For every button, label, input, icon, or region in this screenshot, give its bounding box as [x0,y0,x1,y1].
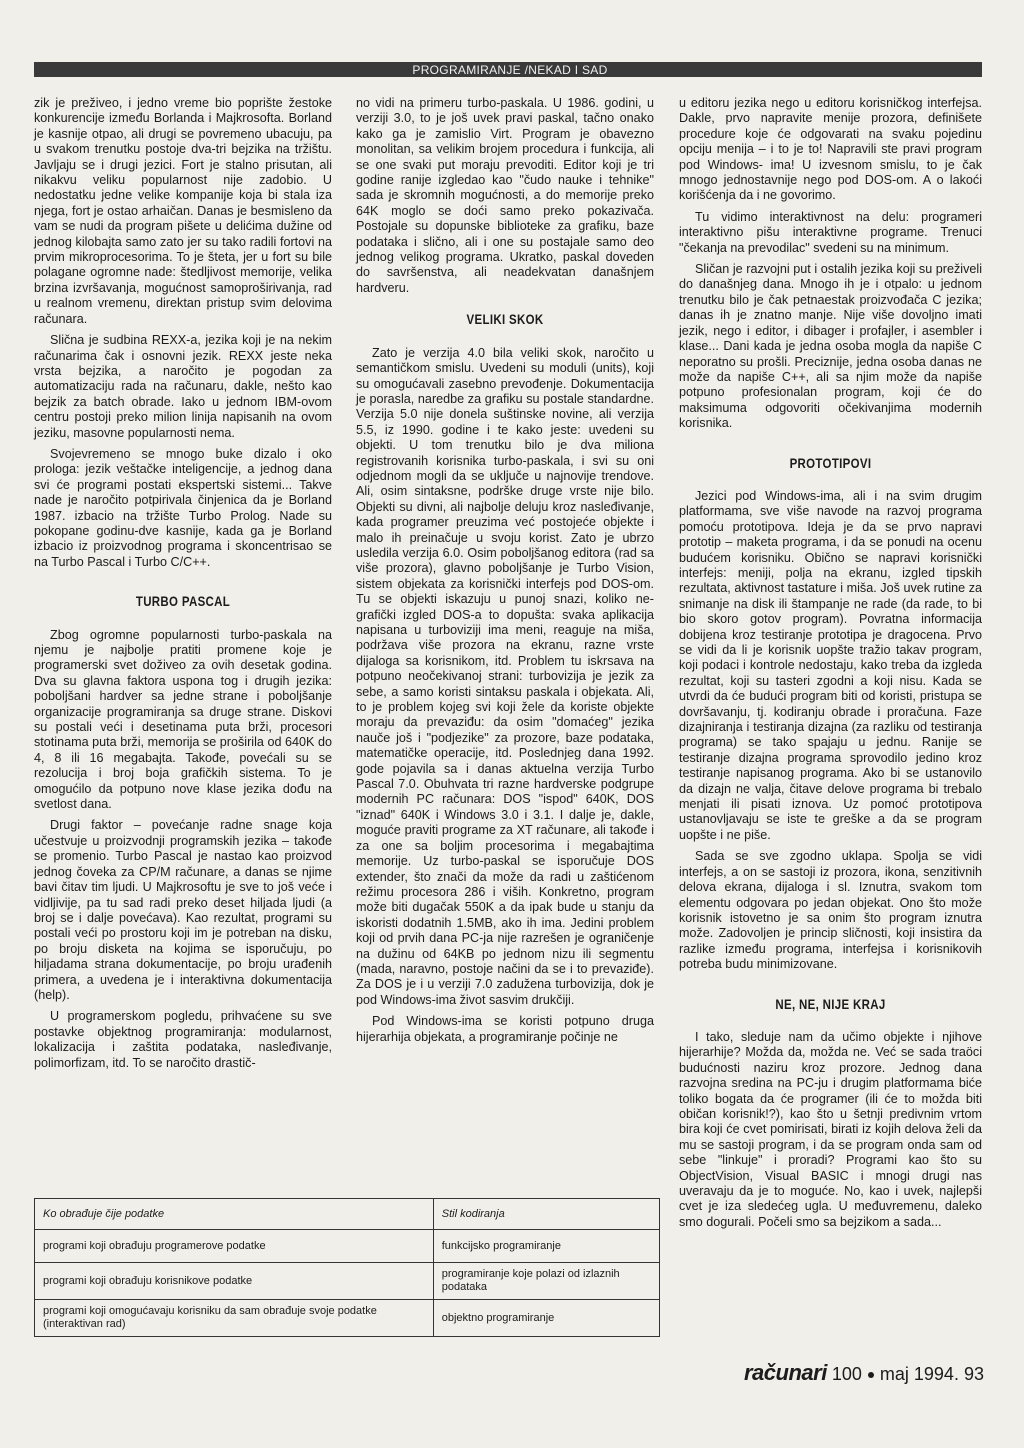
table-cell: programi koji obrađuju programerove podatke [35,1230,434,1263]
table-row [35,1263,660,1300]
paragraph: Zato je verzija 4.0 bila veliki skok, naročito u semantičkom smislu. Uvedeni su moduli (units), koji su omogućavali zasebno prevođenje. Dokumentacija je porasla, naredbe za grafiku su postale standardne. Verzija 5.0 nije donela suštinske novine, ali verzija 5.5, iz 1990. godine i te kako jeste: uvedeni su objekti. U tom trenutku bilo je dva miliona registrovanih korisnika turbo-paskala, i svi su oni odjednom mogli da se uključe u najnovije trendove. Ali, osim sintaksne, podrške druge vrste nije bilo. Objekti su divni, ali najbolje deluju kroz nasleđivanje, kada programer preuzima već postojeće objekte i malo ih preinačuje u svoju korist. Zato je ubrzo usledila verzija 6.0. Osim poboljšanog editora (rad sa više prozora), glavno poboljšanje je Turbo Vision, sistem objekata za korisnički interfejs pod DOS-om. Tu se objekti iskazuju u punoj snazi, koliko ne-grafički izgled DOS-a to dopušta: svaka aplikacija napisana u turboviziji ima meni, reaguje na miša, podržava više prozora na ekranu, razne vrste dijaloga sa korisnikom, itd. Problem tu iskrsava na potpuno neočekivanoj strani: turbovizija je jezik za sebe, a samo koristi sintaksu paskala i objekata. Ali, to je problem kojeg svi koji žele da koriste objekte moraju da prevaziđu: da osim "domaćeg" jezika nauče još i "podjezike" za prozore, baze podataka, matematičke operacije, itd. Poslednjeg dana 1992. gode pojavila sa i danas aktuelna verzija Turbo Pascal 7.0. Obuhvata tri razne hardverske podgrupe modernih PC računara: DOS "ispod" 640K, DOS "iznad" 640K i Windows 3.0 i 3.1. I dalje je, dakle, moguće praviti programe za XT računare, ali takođe i za one sa boljim procesorima i megabajtima memorije. Uz turbo-paskal se isporučuje DOS extender, što znači da može da radi u zaštićenom režimu procesora 286 i viših. Konkretno, program može biti dugačak 550K a da ipak bude u stanju da iskoristi dodatnih 1.5MB, ako ih ima. Jedini problem koji od prvih dana PC-ja nije razrešen je ograničenje na dužinu od 64KB po jednom nizu ili segmentu (mada, naravno, postoje načini da se i to prevaziđe). Za DOS je i u verziji 7.0 zadužena turbovizija, dok je pod Windows-ima život sasvim drukčiji. [356,345,654,1007]
paragraph: Drugi faktor – povećanje radne snage koja učestvuje u proizvodnji programskih jezika – takođe se promenio. Turbo Pascal je nastao kao proizvod jednog čoveka za CP/M računare, a danas se njime bavi čitav tim ljudi. U Majkrosoftu je sve to još veće i vidljivije, pa tu sad radi preko deset hiljada ljudi (a broj se i dalje povećava). Kao rezultat, programi su postali veći po prostoru koji im je potreban na disku, po broju disketa na kojima se isporučuju, po hiljadama strana dokumentacije, po broju urađenih primera, a uvedena je i interaktivna dokumentacija (help). [34,818,332,1002]
paragraph: Slična je sudbina REXX-a, jezika koji je na nekim računarima čak i osnovni jezik. REXX jeste neka vrsta bejzika, a naročito je pogodan za automatizaciju rada na računaru, dakle, nešto kao bejzik za batch obrade. Iako u jednom IBM-ovom centru postoji preko milion linija napisanih na ovom jeziku, masovne popularnosti nema. [34,333,332,440]
paragraph: no vidi na primeru turbo-paskala. U 1986. godini, u verziji 3.0, to je još uvek pravi paskal, tačno onako kako ga je zamislio Virt. Program je obavezno monolitan, sa velikim brojem procedura i funkcija, ali se one svaki put moraju prevoditi. Editor koji je tri godine ranije izgledao kao "čudo nauke i tehnike" sada je skromnih mogućnosti, a do memorije preko 64K moglo se doći samo preko pokazivača. Postojale su dopunske biblioteke za grafiku, baze podataka i slično, ali i one su postajale samo deo jednog velikog programa. Ukratko, paskal doveden do savršenstva, ali neadekvatan današnjem hardveru. [356,96,654,295]
bullet-separator [868,1372,874,1378]
table-cell: funkcijsko programiranje [433,1230,659,1263]
table-cell: objektno programiranje [433,1300,659,1337]
table-header-cell: Stil kodiranja [433,1199,659,1230]
section-header-title: PROGRAMIRANJE /NEKAD I SAD [412,63,608,77]
magazine-logo: računari [744,1360,827,1385]
article-column-3 [679,96,982,1236]
paragraph: U programerskom pogledu, prihvaćene su sve postavke objektnog programiranja: modularnost, lokalizacija i zaštita podataka, nasleđivanje, polimorfizam, itd. To se naročito drastič- [34,1009,332,1070]
paragraph: Jezici pod Windows-ima, ali i na svim drugim platformama, sve više navode na razvoj programa pomoću prototipova. Ideja je da se prvo napravi prototip – maketa programa, i da se ponudi na ocenu budućem korisniku. Obično se napravi korisnički interfejs: meniji, polja na ekranu, izgled tipskih rezultata, aktivnost tastature i miša. Još uvek rutine za snimanje na disk ili štampanje ne rade (da rade, to bi bio skoro gotov program). Povratna informacija dobijena kroz testiranje prototipa je dragocena. Prvo se vidi da li je korisnik uopšte tražio takav program, koji podaci i kontrole nedostaju, kako treba da izgleda rezultat, koji su tasteri zgodni a koji nisu. Kada se utvrdi da će budući program biti od koristi, pristupa se dovršavanju, tj. kodiranju obrade i proračuna. Faze dizajniranja i testiranja dizajna (za razliku od testiranja programa) se tako spajaju u jednu. Ranije se testiranje dizajna programa sprovodilo jedino kroz testiranje napisanog programa. Ako bi se ustanovilo da dizajn ne valja, čitave delove programa bi trebalo menjati ili pisati iznova. Uz pomoć prototipova ustanovljavaju se iste te greške a da se program uopšte i ne piše. [679,488,982,842]
article-column-2 [356,96,654,1051]
paragraph: Zbog ogromne popularnosti turbo-paskala na njemu je najbolje pratiti promene koje je programerski svet doživeo za ovih desetak godina. Dva su glavna faktora uspona tog i drugih jezika: poboljšani hardver sa jedne strane i poboljšanje organizacije programiranja sa druge strane. Diskovi su postali veći i desetinama puta brži, procesori stotinama puta brži, memorija se proširila od 640K do 4, 8 ili 16 megabajta. Takođe, povećali su se rezolucija i broj boja grafičkih sistema. To je omogućilo da potpuno nove klase jezika dođu na svetlost dana. [34,627,332,812]
paragraph: Svojevremeno se mnogo buke dizalo i oko prologa: jezik veštačke inteligencije, a jednog dana svi će programi postati ekspertski sistemi... Takve nade je naročito potpirivala činjenica da je Borland 1987. izbacio na tržište Turbo Prolog. Nade su pokopane godinu-dve kasnije, kada ga je Borland izbacio iz proizvodnog programa i skoncentrisao se na Turbo Pascal i Turbo C/C++. [34,446,332,569]
paragraph: zik je preživeo, i jedno vreme bio poprište žestoke konkurencije između Borlanda i Majkrosofta. Borland je kasnije otpao, ali drugi se povremeno ubacuju, pa u svakom trenutku postoje dva-tri bejzika na tržištu. Javljaju se i drugi jezici. Fort je stalno prisutan, ali nikakvu veliku popularnost nije zadobio. U nedostatku jedne velike kompanije koja bi stala iza njega, fort je ostao arhaičan. Danas je besmisleno da vam se nudi da program pišete u delićima dužine od jednog kilobajta samo zato jer su tako radili fortovi na prvim mikroprocesorima. To je šteta, jer u fort su bile polagane ogromne nade: štedljivost memorije, velika brzina izvršavanja, mogućnost samoproširivanja, rad u realnom vremenu, direktan pristup svim delovima računara. [34,96,332,326]
table-header-row [35,1199,660,1230]
table-cell: programi koji obrađuju korisnikove podatke [35,1263,434,1300]
issue-date: maj 1994. [879,1364,959,1384]
paragraph: Tu vidimo interaktivnost na delu: programeri interaktivno pišu interaktivne programe. Trenuci "čekanja na prevodilac" svedeni su na minimum. [679,209,982,255]
paragraph: Sada se sve zgodno uklapa. Spolja se vidi interfejs, a on se sastoji iz prozora, ikona, senzitivnih delova ekrana, dijaloga i sl. Iznutra, svakom tom elementu odgovara po jedan objekat. Ono što može korisnik istovetno je sa onim što program iznutra može. Zadovoljen je princip sličnosti, koji insistira da razlike između programa, interfejsa i korisnikovih potreba budu minimizovane. [679,849,982,972]
section-heading-ne-ne-nije-kraj: NE, NE, NIJE KRAJ [775,995,886,1012]
table-row [35,1230,660,1263]
paragraph: I tako, sleduje nam da učimo objekte i njihove hijerarhije? Možda da, možda ne. Već se sada traöci budućnosti naziru kroz prozore. Jednog dana razvojna sredina na PC-ju i drugim platformama biće toliko bogata da će programer (ili će to možda biti običan korisnik!?), kao što u šetnji predivnim vrtom bira koji će cvet pomirisati, birati iz kojih delova želi da mu se sastoji program, i da se program onda sam od sebe "linkuje" i proradi? Programi kao što su ObjectVision, Visual BASIC i mnogi drugi nas uveravaju da je to moguće. No, kao i uvek, najlepši cvet je iza sledećeg ugla. U međuvremenu, daleko smo dogurali. Počeli smo sa bejzikom a sada... [679,1029,982,1229]
section-heading-veliki-skok: VELIKI SKOK [466,311,544,328]
paragraph: u editoru jezika nego u editoru korisničkog interfejsa. Dakle, prvo napravite menije prozora, definišete procedure koje će odgovarati na svaku pojedinu opciju menija – i to je to! Napravili ste pravi program pod Windows- ima! U izvesnom smislu, to je čak mnogo jednostavnije nego pod DOS-om. A o lakoći korišćenja da i ne govorimo. [679,96,982,203]
issue-number: 100 [831,1364,862,1384]
page-number: 93 [963,1364,984,1384]
table-cell: programi koji omogućavaju korisniku da sam obrađuje svoje podatke (interaktivan rad) [35,1300,434,1337]
programming-styles-table [34,1198,660,1337]
paragraph: Sličan je razvojni put i ostalih jezika koji su preživeli do današnjeg dana. Mnogo ih je i otpalo: u jednom trenutku bilo je čak petnaestak proizvođača C jezika; danas ih je znatno manje. Nije više dovoljno imati jezik, nego i editor, i dibager i profajler, i asembler i klase... Dani kada je jedna osoba mogla da napiše C neporatno su prošli. Preciznije, jedna osoba danas ne može da napiše C++, ali sa njim može da napiše potpuno profesionalan program, koji će do maksimuma odgovoriti očekivanjima modernih korisnika. [679,262,982,431]
table-header-cell: Ko obrađuje čije podatke [35,1199,434,1230]
section-heading-turbo-pascal: TURBO PASCAL [135,593,231,610]
article-column-1 [34,96,332,1077]
table-cell: programiranje koje polazi od izlaznih podataka [433,1263,659,1300]
page-footer [704,1360,984,1386]
section-heading-prototipovi: PROTOTIPOVI [789,454,872,471]
paragraph: Pod Windows-ima se koristi potpuno druga hijerarhija objekata, a programiranje počinje ne [356,1014,654,1044]
table-row [35,1300,660,1337]
